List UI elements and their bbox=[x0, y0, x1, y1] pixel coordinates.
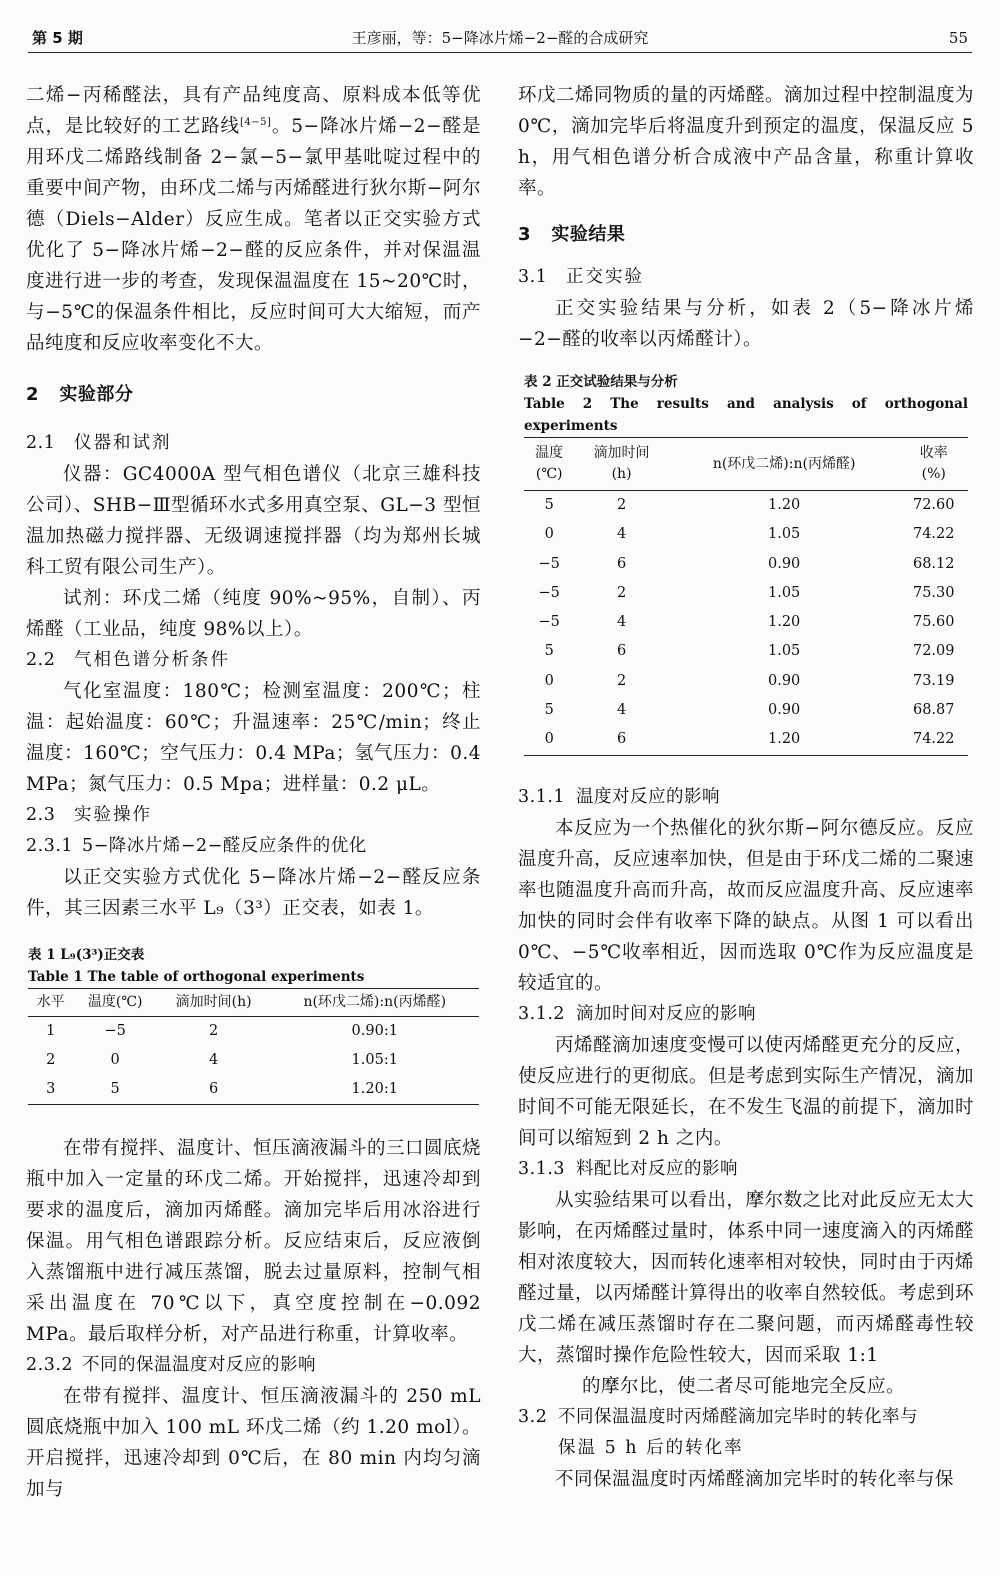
table-cell: 1.05 bbox=[767, 643, 801, 660]
table-cell: −5 bbox=[538, 584, 560, 601]
table-cell: 5 bbox=[544, 643, 554, 660]
table-cell: 5 bbox=[74, 1075, 157, 1105]
citation: [4−5] bbox=[239, 116, 272, 128]
table-row bbox=[524, 696, 968, 725]
table-row bbox=[524, 725, 968, 755]
table-cell: 72.60 bbox=[912, 497, 955, 513]
table-cell: 4 bbox=[209, 1052, 219, 1068]
table-row bbox=[524, 550, 968, 579]
left-column bbox=[26, 80, 481, 1505]
table-2-caption-en: Table 2 The results and analysis of orthogonal experiments bbox=[524, 396, 968, 434]
table-cell: 4 bbox=[616, 702, 627, 719]
table-cell: 74.22 bbox=[912, 526, 955, 543]
section-heading-3-1-1: 3.1.1 温度对反应的影响 bbox=[518, 786, 720, 807]
right-column bbox=[518, 80, 974, 1495]
table-cell: 1.05:1 bbox=[351, 1052, 398, 1068]
table-row bbox=[28, 1017, 479, 1047]
table-cell: 1.20 bbox=[767, 614, 801, 631]
reagents-paragraph: 试剂：环戊二烯（纯度 90%~95%，自制）、丙烯醛（工业品，纯度 98%以上）。 bbox=[26, 588, 481, 640]
orthogonal-paragraph: 正交实验结果与分析，如表 2（5−降冰片烯−2−醛的收率以丙烯醛计）。 bbox=[518, 298, 974, 350]
table-cell: 1 bbox=[46, 1023, 56, 1039]
table-cell: 72.09 bbox=[912, 643, 955, 660]
section-heading-2-3-2: 2.3.2 不同的保温温度对反应的影响 bbox=[26, 1355, 316, 1375]
table-cell: 2 bbox=[46, 1052, 56, 1068]
table-cell: 74.22 bbox=[900, 725, 969, 755]
section-heading-2: 2 实验部分 bbox=[26, 384, 134, 405]
optimization-paragraph: 以正交实验方式优化 5−降冰片烯−2−醛反应条件，其三因素三水平 L₉（3³）正交表，如表 1。 bbox=[26, 867, 481, 919]
table-cell: 75.60 bbox=[912, 614, 955, 631]
table-header-cell: 温度 (℃) bbox=[524, 438, 574, 491]
ratio-paragraph-end: 的摩尔比，使二者尽可能地完全反应。 bbox=[582, 1375, 906, 1397]
table-cell: 75.30 bbox=[912, 584, 955, 601]
table-header-row bbox=[28, 989, 479, 1017]
ratio-paragraph: 从实验结果可以看出，摩尔数之比对此反应无太大影响，在丙烯醛过量时，体系中同一速度滴入的丙烯醛相对浓度较大，因而转化速率相对较快，同时由于丙烯醛过量，以丙烯醛计算得出的收率自然较低。考虑到环戊二烯在减压蒸馏时存在二聚问题，而丙烯醛毒性较大，蒸馏时操作危险性较大，因而采取 1:1 bbox=[518, 1189, 975, 1366]
instruments-paragraph: 仪器：GC4000A 型气相色谱仪（北京三雄科技公司）、SHB−Ⅲ型循环水式多用真空泵、GL−3 型恒温加热磁力搅拌器、无级调速搅拌器（均为郑州长城科工贸有限公司生产）。 bbox=[26, 464, 481, 578]
gc-conditions-paragraph: 气化室温度：180℃；检测室温度：200℃；柱温：起始温度：60℃；升温速率：25℃/min；终止温度：160℃；空气压力：0.4 MPa；氢气压力：0.4 MPa；氮气压力：0.5 Mpa；进样量：0.2 μL。 bbox=[26, 681, 481, 795]
table-1 bbox=[26, 944, 481, 1105]
temperature-paragraph: 本反应为一个热催化的狄尔斯−阿尔德反应。反应温度升高，反应速率加快，但是由于环戊二烯的二聚速率也随温度升高而升高，故而反应温度升高、反应速率加快的同时会伴有收率下降的缺点。从图 1 可以看出 0℃、−5℃收率相近，因而选取 0℃作为反应温度是较适宜的。 bbox=[518, 817, 975, 994]
table-cell: 0.90 bbox=[767, 702, 801, 719]
table-cell: 0 bbox=[544, 672, 554, 689]
table-cell: 6 bbox=[157, 1075, 271, 1105]
table-cell: 1.05 bbox=[767, 584, 801, 601]
table-cell: 68.87 bbox=[912, 702, 955, 719]
intro-paragraph: 二烯−丙稀醛法，具有产品纯度高、原料成本低等优点，是比较好的工艺路线[4−5]。5−降冰片烯−2−醛是用环戊二烯路线制备 2−氯−5−氯甲基吡啶过程中的重要中间产物，由环戊二烯与丙烯醛进行狄尔斯−阿尔德（Diels−Alder）反应生成。笔者以正交实验方式优化了 5−降冰片烯−2−醛的反应条件，并对保温温度进行进一步的考查，发现保温温度在 15~20℃时，与−5℃的保温条件相比，反应时间可大大缩短，而产品纯度和反应收率变化不大。 bbox=[26, 85, 481, 354]
table-cell: −5 bbox=[538, 555, 560, 572]
table-cell: 68.12 bbox=[912, 555, 955, 572]
table-2-grid bbox=[524, 437, 968, 756]
table-cell: 0.90 bbox=[767, 672, 801, 689]
issue-number: 第 5 期 bbox=[32, 29, 83, 47]
table-cell: 1.20:1 bbox=[271, 1075, 480, 1105]
table-row bbox=[524, 579, 968, 608]
table-cell: 0.90 bbox=[767, 555, 801, 572]
table-header-cell: 滴加时间 (h) bbox=[574, 438, 668, 491]
table-cell: 2 bbox=[616, 584, 627, 601]
table-header-cell: n(环戊二烯):n(丙烯醛) bbox=[669, 438, 900, 491]
continued-paragraph: 环戊二烯同物质的量的丙烯醛。滴加过程中控制温度为 0℃，滴加完毕后将温度升到预定的温度，保温反应 5 h，用气相色谱分析合成液中产品含量，称重计算收率。 bbox=[518, 85, 975, 199]
table-cell: 1.20 bbox=[669, 725, 900, 755]
table-cell: 0 bbox=[544, 526, 554, 543]
table-cell: 2 bbox=[616, 672, 627, 689]
table-cell: 0 bbox=[524, 725, 574, 755]
table-header-cell: 温度(℃) bbox=[74, 989, 157, 1017]
table-cell: 5 bbox=[544, 497, 554, 513]
table-cell: 0 bbox=[110, 1052, 120, 1068]
table-row bbox=[524, 520, 968, 549]
table-1-caption-en: Table 1 The table of orthogonal experiments bbox=[28, 969, 365, 985]
table-cell: 2 bbox=[209, 1023, 219, 1039]
table-cell: 3 bbox=[28, 1075, 74, 1105]
conversion-paragraph: 不同保温温度时丙烯醛滴加完毕时的转化率与保 bbox=[555, 1468, 955, 1490]
section-heading-2-3: 2.3 实验操作 bbox=[26, 805, 152, 825]
table-header-cell: 水平 bbox=[28, 989, 74, 1017]
table-cell: 1.20 bbox=[767, 497, 801, 513]
addition-time-paragraph: 丙烯醛滴加速度变慢可以使丙烯醛更充分的反应，使反应进行的更彻底。但是考虑到实际生产情况，滴加时间不可能无限延长，在不发生飞温的前提下，滴加时间可以缩短到 2 h 之内。 bbox=[518, 1034, 975, 1149]
table-cell: −5 bbox=[104, 1023, 126, 1039]
table-row bbox=[28, 1046, 479, 1075]
section-heading-3-2: 3.2 不同保温温度时丙烯醛滴加完毕时的转化率与 保温 5 h 后的转化率 bbox=[518, 1406, 918, 1458]
table-cell: 1.05 bbox=[767, 526, 801, 543]
section-heading-3-1: 3.1 正交实验 bbox=[518, 267, 644, 287]
section-heading-2-2: 2.2 气相色谱分析条件 bbox=[26, 650, 230, 670]
section-heading-3-1-3: 3.1.3 料配比对反应的影响 bbox=[518, 1158, 738, 1179]
table-cell: 6 bbox=[574, 725, 668, 755]
table-1-grid bbox=[28, 988, 479, 1105]
table-row bbox=[524, 608, 968, 637]
table-cell: 2 bbox=[616, 497, 627, 513]
table-header-cell: 滴加时间(h) bbox=[157, 989, 271, 1017]
table-row bbox=[28, 1075, 479, 1105]
table-header-cell: 收率 (%) bbox=[900, 438, 969, 491]
running-header bbox=[28, 24, 972, 53]
table-row bbox=[524, 667, 968, 696]
table-header-row bbox=[524, 438, 968, 491]
table-header-cell: n(环戊二烯):n(丙烯醛) bbox=[271, 989, 480, 1017]
table-2-caption-cn: 表 2 正交试验结果与分析 bbox=[524, 374, 678, 390]
section-heading-3-1-2: 3.1.2 滴加时间对反应的影响 bbox=[518, 1003, 756, 1024]
table-cell: −5 bbox=[538, 614, 560, 631]
table-1-caption-cn: 表 1 L₉(3³)正交表 bbox=[28, 947, 145, 963]
table-row bbox=[524, 637, 968, 666]
table-cell: 4 bbox=[616, 526, 627, 543]
section-heading-3: 3 实验结果 bbox=[518, 224, 626, 245]
page-number: 55 bbox=[948, 29, 968, 47]
section-heading-2-1: 2.1 仪器和试剂 bbox=[26, 433, 172, 453]
table-2 bbox=[518, 371, 974, 756]
section-heading-2-3-1: 2.3.1 5−降冰片烯−2−醛反应条件的优化 bbox=[26, 836, 367, 856]
procedure-2-paragraph: 在带有搅拌、温度计、恒压滴液漏斗的 250 mL 圆底烧瓶中加入 100 mL 环戊二烯（约 1.20 mol）。开启搅拌，迅速冷却到 0℃后，在 80 min 内均匀滴加与 bbox=[26, 1386, 481, 1500]
table-row bbox=[524, 491, 968, 521]
table-cell: 5 bbox=[544, 702, 554, 719]
table-cell: 0.90:1 bbox=[351, 1023, 398, 1039]
table-cell: 6 bbox=[616, 643, 627, 660]
table-cell: 6 bbox=[616, 555, 627, 572]
table-cell: 73.19 bbox=[912, 672, 955, 689]
procedure-paragraph: 在带有搅拌、温度计、恒压滴液漏斗的三口圆底烧瓶中加入一定量的环戊二烯。开始搅拌，迅速冷却到要求的温度后，滴加丙烯醛。滴加完毕后用冰浴进行保温。用气相色谱跟踪分析。反应结束后，反应液倒入蒸馏瓶中进行减压蒸馏，脱去过量原料，控制气相采出温度在 70℃以下，真空度控制在−0.092 MPa。最后取样分析，对产品进行称重，计算收率。 bbox=[26, 1138, 482, 1345]
running-title: 王彦丽，等：5−降冰片烯−2−醛的合成研究 bbox=[351, 29, 649, 47]
table-cell: 4 bbox=[616, 614, 627, 631]
